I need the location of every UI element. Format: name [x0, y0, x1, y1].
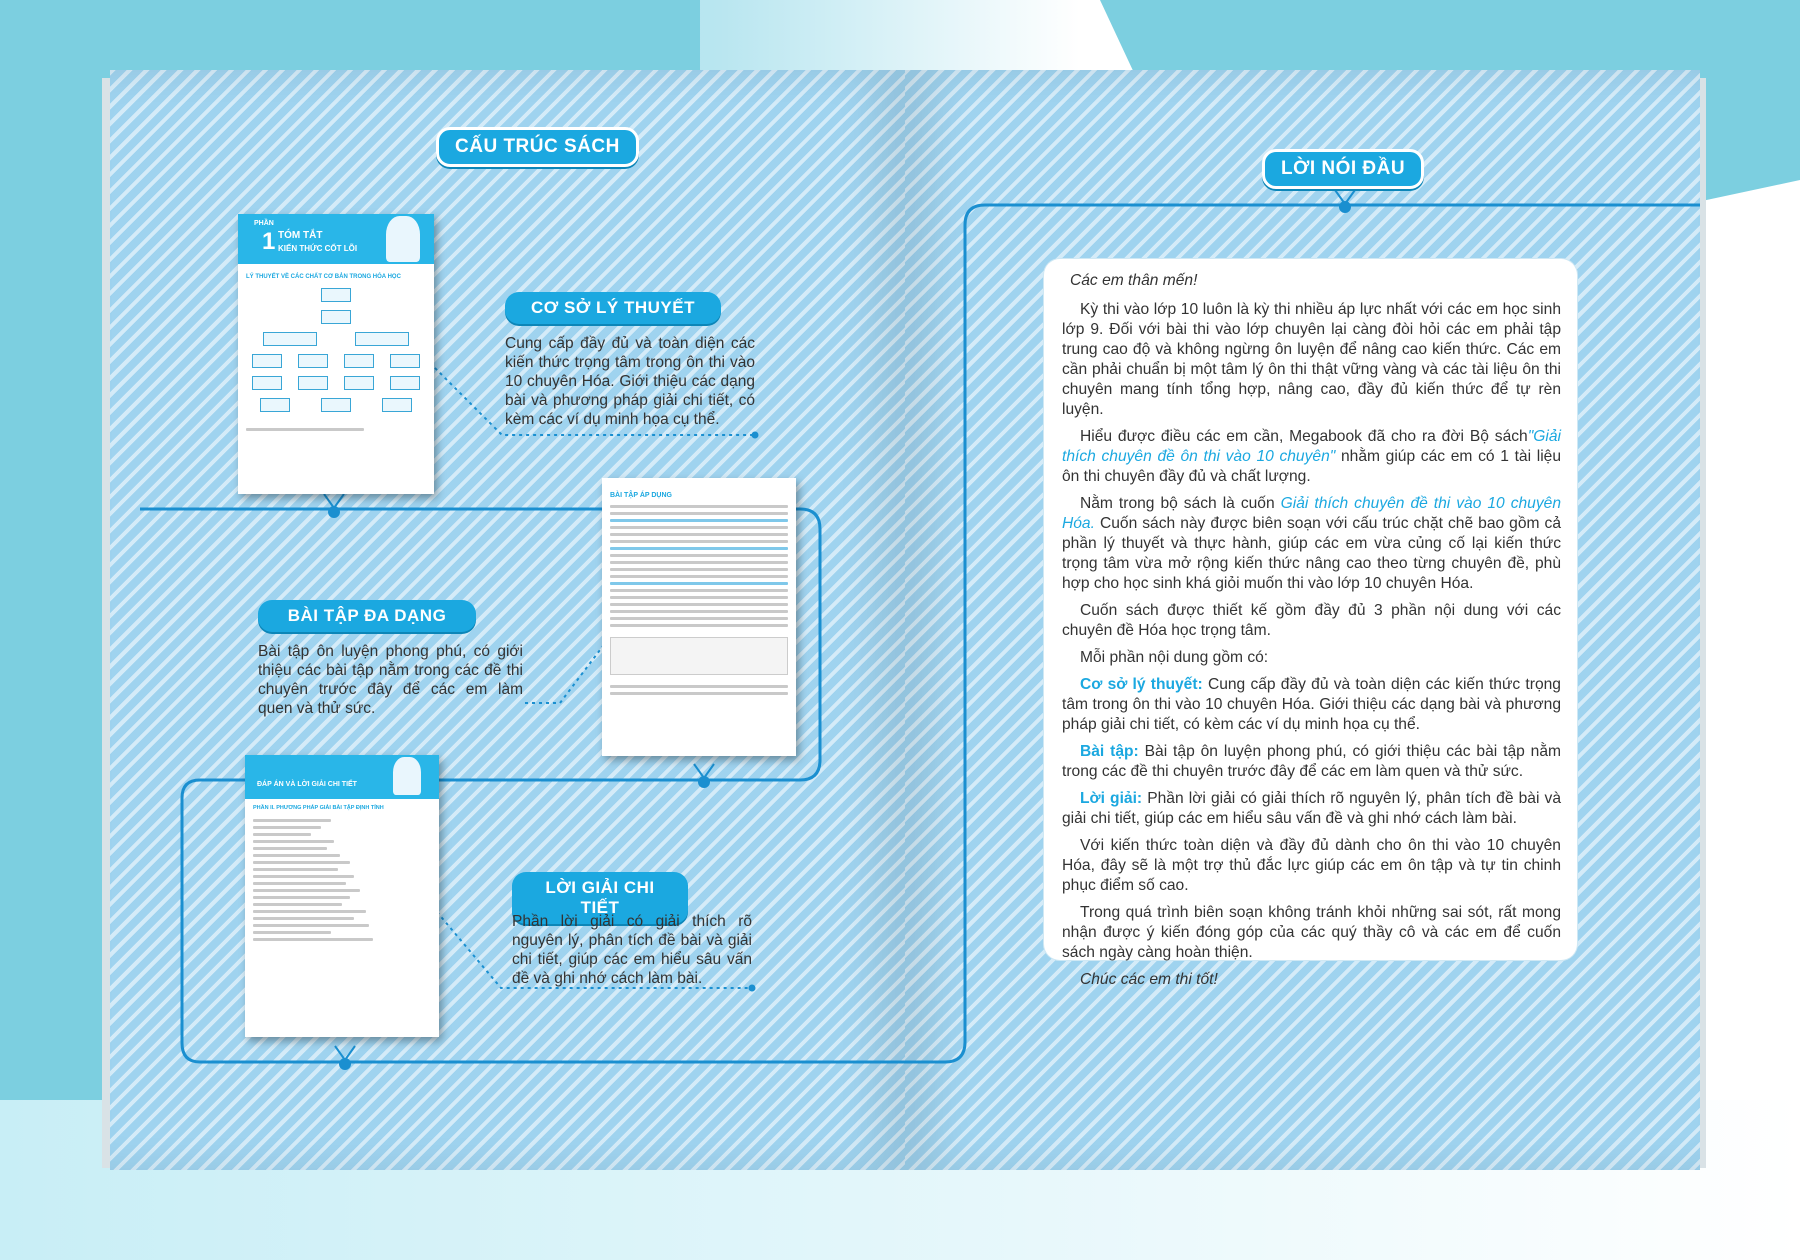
diagram-box	[321, 288, 351, 302]
text-line	[610, 568, 788, 571]
text-line	[253, 826, 321, 829]
thumbnail-exercises-page	[602, 478, 796, 756]
book-structure-heading: CẤU TRÚC SÁCH	[436, 127, 639, 167]
book-title: Giải thích chuyên đề thi vào 10 chuyên Hóa.	[1062, 495, 1562, 532]
paragraph-5: Mỗi phần nội dung gồm có:	[1080, 649, 1269, 666]
thumbnail-solutions-page	[245, 755, 439, 1037]
item-exercises	[1062, 742, 1561, 782]
item-exercises-label: Bài tập:	[1080, 743, 1139, 760]
diagram-box	[344, 354, 374, 368]
item-theory-text: Cung cấp đầy đủ và toàn diện các kiến thức trọng tâm trong ôn thi vào 10 chuyên Hóa. Giới thiệu các dạng bài và phương pháp giải chi tiết, có kèm các ví dụ minh họa cụ thể.	[1062, 676, 1561, 733]
exercises-section-title: BÀI TẬP ĐA DẠNG	[258, 600, 476, 632]
text-line	[253, 875, 354, 878]
text-line	[610, 540, 788, 543]
thumb-title: ĐÁP ÁN VÀ LỜI GIẢI CHI TIẾT	[257, 781, 357, 788]
text-line	[253, 903, 342, 906]
preface-panel	[1044, 259, 1577, 988]
series-title: "Giải thích chuyên đề ôn thi vào 10 chuyên"	[1062, 428, 1561, 465]
item-solutions-text: Phần lời giải có giải thích rõ nguyên lý, phân tích đề bài và giải chi tiết, giúp các em hiểu sâu vấn đề và ghi nhớ cách làm bài.	[1062, 790, 1561, 827]
text-line	[253, 861, 350, 864]
text-line	[610, 685, 788, 688]
diagram-box	[321, 398, 351, 412]
mascot-icon	[386, 216, 420, 262]
diagram-box	[252, 376, 282, 390]
thumb-subtitle: PHẦN II. PHƯƠNG PHÁP GIẢI BÀI TẬP ĐỊNH TÍNH	[253, 805, 384, 811]
text-line	[610, 610, 788, 613]
thumbnail-part1-page	[238, 214, 434, 494]
text-line	[610, 596, 788, 599]
text-line	[246, 428, 364, 431]
diagram-box	[355, 332, 409, 346]
diagram-box	[344, 376, 374, 390]
p2-text-b: nhằm giúp các em có 1 tài liệu ôn thi chuyên đầy đủ và chất lượng.	[1062, 448, 1562, 485]
diagram-box	[298, 376, 328, 390]
item-exercises-text: Bài tập ôn luyện phong phú, có giới thiệu các bài tập nằm trong các đề thi chuyên trước đây để các em làm quen và thử sức.	[1062, 743, 1562, 780]
text-line	[610, 589, 788, 592]
lab-apparatus-figure	[610, 637, 788, 675]
mascot-icon	[393, 757, 421, 795]
text-line	[253, 924, 369, 927]
text-line	[253, 868, 338, 871]
paragraph-3	[1062, 494, 1561, 594]
diagram-box	[382, 398, 412, 412]
paragraph-6: Với kiến thức toàn diện và đầy đủ dành cho ôn thi vào 10 chuyên Hóa, đây sẽ là một trợ thủ đắc lực giúp các em ôn tập và tự tin chinh phục điểm số cao.	[1062, 837, 1561, 894]
text-line	[610, 603, 788, 606]
diagram-box	[321, 310, 351, 324]
part-title-line2: KIẾN THỨC CỐT LÕI	[278, 244, 358, 253]
text-line	[610, 575, 788, 578]
text-line	[253, 931, 331, 934]
text-line	[253, 854, 340, 857]
diagram-box	[298, 354, 328, 368]
text-line	[610, 533, 788, 536]
item-solutions-label: Lời giải:	[1080, 790, 1143, 807]
item-theory-label: Cơ sở lý thuyết:	[1080, 676, 1203, 693]
item-theory	[1062, 675, 1561, 735]
item-solutions	[1062, 789, 1561, 829]
paragraph-2	[1062, 427, 1561, 487]
part-label: PHẦN	[254, 220, 274, 227]
text-line	[253, 882, 346, 885]
text-line	[610, 624, 788, 627]
diagram-box	[390, 354, 420, 368]
part-number: 1	[262, 228, 276, 255]
diagram-box	[252, 354, 282, 368]
text-line	[253, 910, 366, 913]
paragraph-7: Trong quá trình biên soạn không tránh khỏi những sai sót, rất mong nhận được ý kiến đóng góp của các quý thầy cô và các em để cuốn sách ngày càng hoàn thiện.	[1062, 904, 1561, 961]
theory-section-text: Cung cấp đầy đủ và toàn diện các kiến thức trọng tâm trong ôn thi vào 10 chuyên Hóa. Giới thiệu các dạng bài và phương pháp giải chi tiết, có kèm các ví dụ minh họa cụ thể.	[505, 335, 755, 428]
text-line	[253, 819, 331, 822]
text-line	[610, 526, 788, 529]
greeting: Các em thân mến!	[1070, 272, 1198, 289]
thumb-subtitle: LÝ THUYẾT VỀ CÁC CHẤT CƠ BẢN TRONG HÓA HỌC	[246, 274, 401, 280]
text-line	[253, 833, 311, 836]
exercises-section-text: Bài tập ôn luyện phong phú, có giới thiệu các bài tập nằm trong các đề thi chuyên trước đây để các em làm quen và thử sức.	[258, 643, 523, 717]
text-line	[610, 582, 788, 585]
solutions-section-text: Phần lời giải có giải thích rõ nguyên lý, phân tích đề bài và giải chi tiết, giúp các em hiểu sâu vấn đề và ghi nhớ cách làm bài.	[512, 913, 752, 987]
text-line	[610, 692, 788, 695]
p2-text-a: Hiểu được điều các em cần, Megabook đã cho ra đời Bộ sách	[1080, 428, 1528, 445]
text-line	[610, 561, 788, 564]
text-line	[253, 896, 350, 899]
text-line	[610, 512, 788, 515]
text-line	[253, 889, 360, 892]
text-line	[253, 917, 354, 920]
preface-heading: LỜI NÓI ĐẦU	[1262, 149, 1424, 189]
theory-section-title: CƠ SỞ LÝ THUYẾT	[505, 292, 721, 324]
paragraph-4: Cuốn sách được thiết kế gồm đầy đủ 3 phần nội dung với các chuyên đề Hóa học trọng tâm.	[1062, 602, 1561, 639]
thumb-title: BÀI TẬP ÁP DỤNG	[610, 492, 672, 499]
text-line	[253, 847, 327, 850]
solutions-section-title: LỜI GIẢI CHI TIẾT	[512, 872, 688, 924]
text-line	[610, 554, 788, 557]
text-line	[610, 505, 788, 508]
diagram-box	[390, 376, 420, 390]
text-line	[610, 617, 788, 620]
diagram-box	[260, 398, 290, 412]
text-line	[253, 840, 334, 843]
text-line	[610, 519, 788, 522]
closing: Chúc các em thi tốt!	[1080, 971, 1218, 988]
text-line	[253, 938, 373, 941]
p3-text-b: Cuốn sách này được biên soạn với cấu trúc chặt chẽ bao gồm cả phần lý thuyết và thực hành, giúp các em vừa củng cố lại kiến thức trọng tâm vừa mở rộng kiến thức nâng cao theo từng chuyên đề, phù hợp cho học sinh khá giỏi muốn thi vào lớp 10 chuyên Hóa.	[1062, 515, 1561, 592]
diagram-box	[263, 332, 317, 346]
text-line	[610, 547, 788, 550]
paragraph-1: Kỳ thi vào lớp 10 luôn là kỳ thi nhiều áp lực nhất với các em học sinh lớp 9. Đối với bài thi vào lớp chuyên lại càng đòi hỏi các em phải tập trung cao độ và không ngừng ôn luyện để nâng cao kiến thức. Các em cần phải chuẩn bị một tâm lý ôn thi thật vững vàng và các tài liệu ôn thi chuyên mang tính tổng hợp, nâng cao, đầy đủ kiến thức để tự rèn luyện.	[1062, 301, 1561, 418]
p3-text-a: Nằm trong bộ sách là cuốn	[1080, 495, 1281, 512]
part-title-line1: TÓM TẮT	[278, 230, 323, 241]
